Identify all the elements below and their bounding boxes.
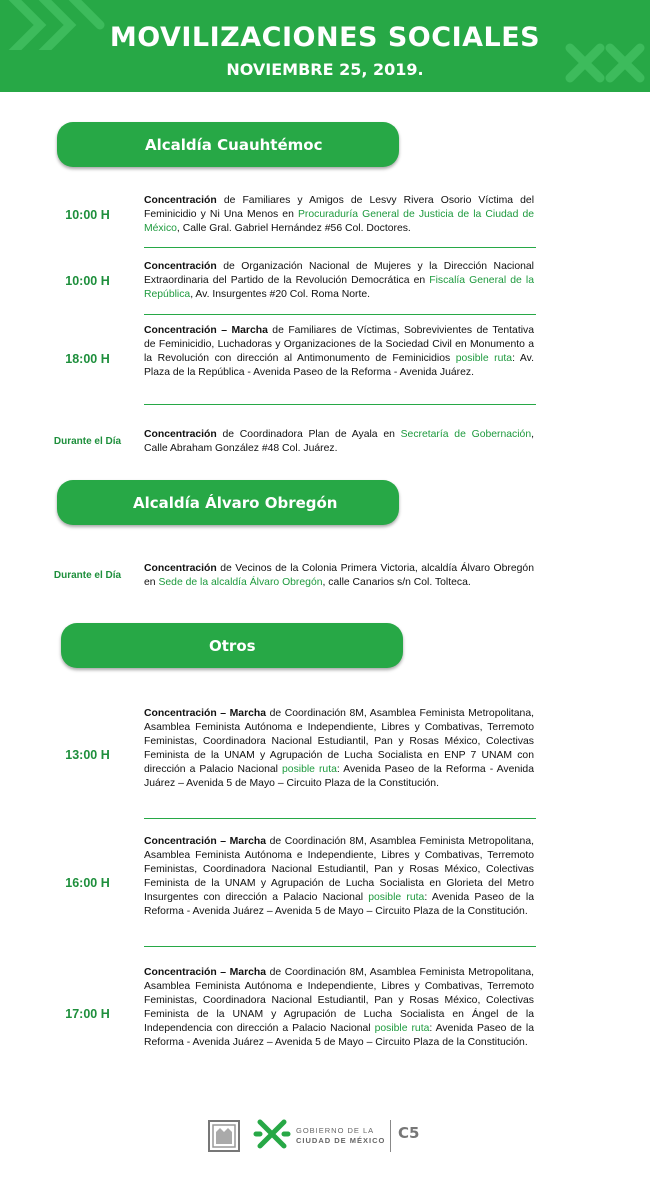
entry-text: , Calle Gral. Gabriel Hernández #56 Col. Doctores. bbox=[176, 223, 411, 234]
location-link: posible ruta bbox=[282, 764, 337, 775]
entry-text: de Organización Nacional de Mujeres y la Dirección Nacional Extraordinaria del Partido de la Revolución Democrática en bbox=[144, 261, 534, 286]
entry-type: Concentración – Marcha bbox=[144, 836, 267, 847]
entry-type: Concentración – Marcha bbox=[144, 708, 267, 719]
entry-description bbox=[144, 260, 534, 302]
location-link: Fiscalía General de la República bbox=[144, 275, 534, 300]
entry-time: 10:00 H bbox=[65, 274, 110, 288]
separator bbox=[144, 818, 536, 819]
section-title-cuauhtemoc: Alcaldía Cuauhtémoc bbox=[57, 122, 399, 167]
page-title: MOVILIZACIONES SOCIALES bbox=[109, 22, 541, 53]
government-name: GOBIERNO DE LA CIUDAD DE MÉXICO bbox=[296, 1126, 386, 1145]
entry-time: Durante el Día bbox=[53, 570, 122, 581]
separator bbox=[144, 314, 536, 315]
entry-text: de Coordinación 8M, Asamblea Feminista Metropolitana, Asamblea Feminista Autónoma e Independiente, Libres y Combativas, Terremoto Feministas, Coordinadora Nacional Estudiantil, Pan y Rosas México, Colectivas Feminista de la UNAM y Agrupación de Lucha Socialista en Ángel de la Independencia con dirección a Palacio Nacional bbox=[144, 967, 534, 1034]
entry-text: de Coordinación 8M, Asamblea Feminista Metropolitana, Asamblea Feminista Autónoma e Independiente, Libres y Combativas, Terremoto Feministas, Coordinadora Nacional Estudiantil, Pan y Rosas México, Colectivas Feminista de la UNAM y Agrupación de Lucha Socialista en Glorieta del Metro Insurgentes con dirección a Palacio Nacional bbox=[144, 836, 534, 903]
separator bbox=[144, 247, 536, 248]
entry-type: Concentración – Marcha bbox=[144, 325, 268, 336]
entry-text: de Coordinadora Plan de Ayala en bbox=[216, 429, 401, 440]
entry-description bbox=[144, 194, 534, 236]
entry-text: , Av. Insurgentes #20 Col. Roma Norte. bbox=[190, 289, 371, 300]
entry-description bbox=[144, 428, 534, 456]
entry-description bbox=[144, 562, 534, 590]
entry-text: de Familiares y Amigos de Lesvy Rivera Osorio Víctima del Feminicidio y Ni Una Menos en bbox=[144, 195, 534, 220]
location-link: Secretaría de Gobernación bbox=[400, 429, 532, 440]
entry-description bbox=[144, 835, 534, 919]
entry-text: de Vecinos de la Colonia Primera Victoria, alcaldía Álvaro Obregón en bbox=[144, 563, 534, 588]
cdmx-logo-icon bbox=[252, 1114, 292, 1154]
entry-time: 13:00 H bbox=[65, 748, 110, 762]
separator bbox=[144, 404, 536, 405]
entry-description bbox=[144, 324, 534, 380]
entry-text: : Avenida Paseo de la Reforma - Avenida Juárez – Avenida 5 de Mayo – Circuito Plaza de la Constitución. bbox=[144, 1023, 534, 1048]
entry-text: , calle Canarios s/n Col. Tolteca. bbox=[322, 577, 471, 588]
entry-description bbox=[144, 707, 534, 791]
entry-text: : Av. Plaza de la República - Avenida Paseo de la Reforma - Avenida Juárez. bbox=[144, 353, 534, 378]
entry-text: : Avenida Paseo de la Reforma - Avenida Juárez – Avenida 5 de Mayo – Circuito Plaza de la Constitución. bbox=[144, 764, 534, 789]
entry-type: Concentración bbox=[144, 563, 217, 574]
entry-time: 18:00 H bbox=[65, 352, 110, 366]
entry-time: Durante el Día bbox=[53, 436, 122, 447]
entry-type: Concentración bbox=[144, 261, 217, 272]
location-link: posible ruta bbox=[374, 1023, 430, 1034]
entry-text: : Avenida Paseo de la Reforma - Avenida Juárez – Avenida 5 de Mayo – Circuito Plaza de la Constitución. bbox=[144, 892, 534, 917]
location-link: Sede de la alcaldía Álvaro Obregón bbox=[158, 577, 323, 588]
section-title-otros: Otros bbox=[61, 623, 403, 668]
location-link: posible ruta bbox=[368, 892, 425, 903]
entry-text: de Familiares de Víctimas, Sobrevivientes de Tentativa de Feminicidio, Luchadoras y Organizaciones de la Sociedad Civil en Monumento a la Revolución con dirección al Antimonumento de Feminicidios bbox=[144, 325, 534, 364]
location-link: Procuraduría General de Justicia de la Ciudad de México bbox=[144, 209, 534, 234]
entry-type: Concentración bbox=[144, 195, 217, 206]
entry-time: 17:00 H bbox=[65, 1007, 110, 1021]
location-link: posible ruta bbox=[455, 353, 513, 364]
entry-description bbox=[144, 966, 534, 1050]
entry-type: Concentración bbox=[144, 429, 217, 440]
footer-divider bbox=[390, 1120, 391, 1152]
entry-text: , Calle Abraham González #48 Col. Juárez. bbox=[144, 429, 534, 454]
entry-time: 10:00 H bbox=[65, 208, 110, 222]
header-banner bbox=[0, 0, 650, 92]
entry-time: 16:00 H bbox=[65, 876, 110, 890]
section-title-alvaro-obregon: Alcaldía Álvaro Obregón bbox=[57, 480, 399, 525]
c5-logo: C5 bbox=[398, 1124, 420, 1142]
entry-text: de Coordinación 8M, Asamblea Feminista Metropolitana, Asamblea Feminista Autónoma e Independiente, Libres y Combativas, Terremoto Feministas, Coordinadora Nacional Estudiantil, Pan y Rosas México, Colectivas Feminista de la UNAM y Agrupación de Lucha Socialista en ENP 7 UNAM con dirección a Palacio Nacional bbox=[144, 708, 534, 775]
coat-of-arms-icon bbox=[206, 1118, 242, 1154]
page-date: NOVIEMBRE 25, 2019. bbox=[226, 60, 424, 79]
entry-type: Concentración – Marcha bbox=[144, 967, 267, 978]
separator bbox=[144, 946, 536, 947]
